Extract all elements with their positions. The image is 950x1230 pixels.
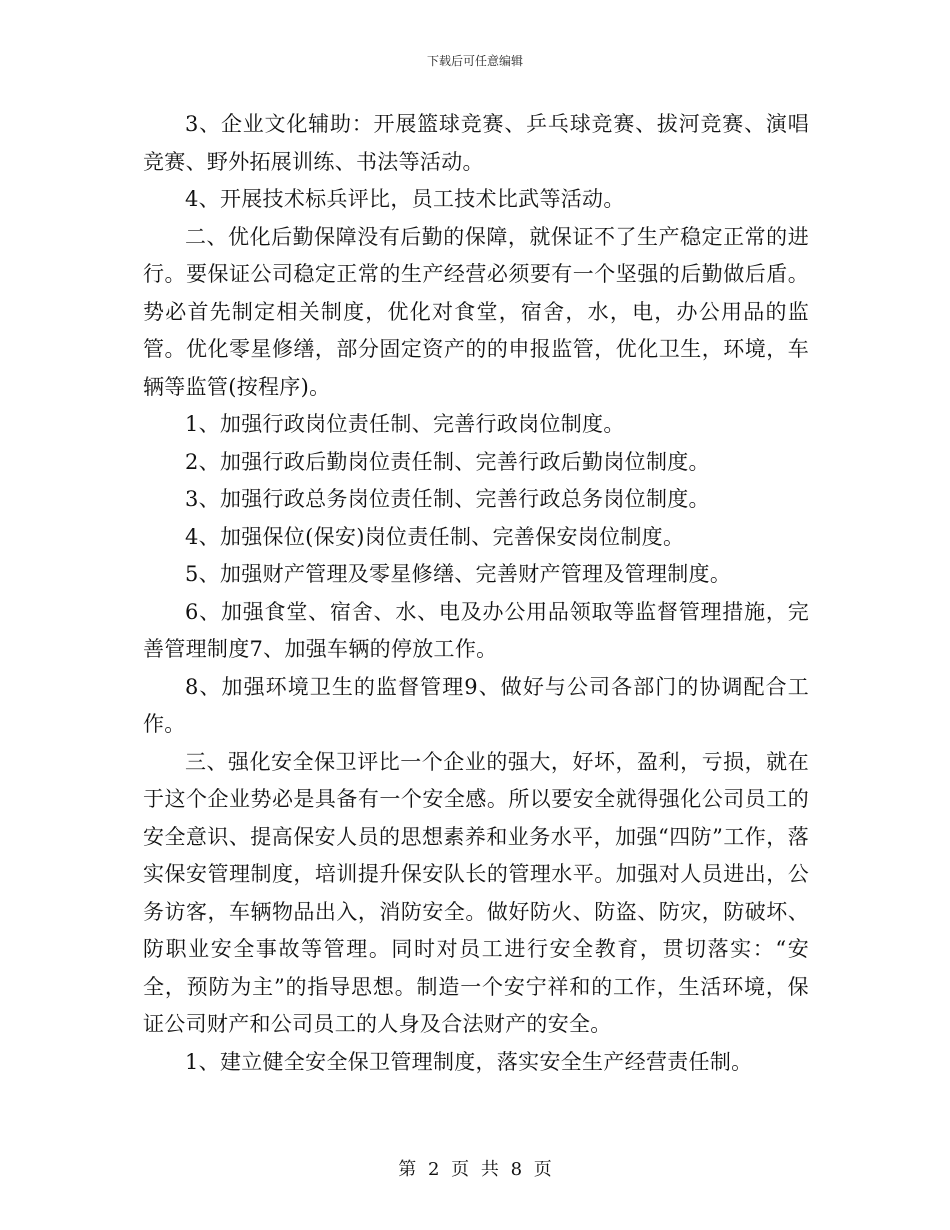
paragraph: 8、加强环境卫生的监督管理9、做好与公司各部门的协调配合工作。 xyxy=(143,674,809,736)
paragraph: 4、开展技术标兵评比，员工技术比武等活动。 xyxy=(185,187,625,211)
document-body xyxy=(143,106,809,1081)
paragraph: 1、加强行政岗位责任制、完善行政岗位制度。 xyxy=(185,412,625,436)
paragraph: 5、加强财产管理及零星修缮、完善财产管理及管理制度。 xyxy=(185,562,732,586)
paragraph: 三、强化安全保卫评比一个企业的强大，好坏，盈利，亏损，就在于这个企业势必是具备有一个安全感。所以要安全就得强化公司员工的安全意识、提高保安人员的思想素养和业务水平，加强“四防”工作，落实保安管理制度，培训提升保安队长的管理水平。加强对人员进出，公务访客，车辆物品出入，消防安全。做好防火、防盗、防灾，防破坏、防职业安全事故等管理。同时对员工进行安全教育，贯切落实：“安全，预防为主”的指导思想。制造一个安宁祥和的工作，生活环境，保证公司财产和公司员工的人身及合法财产的安全。 xyxy=(143,749,809,1036)
paragraph: 二、优化后勤保障没有后勤的保障，就保证不了生产稳定正常的进行。要保证公司稳定正常的生产经营必须要有一个坚强的后勤做后盾。势必首先制定相关制度，优化对食堂，宿舍，水，电，办公用品的监管。优化零星修缮，部分固定资产的的申报监管，优化卫生，环境，车辆等监管(按程序)。 xyxy=(143,224,809,399)
paragraph: 1、建立健全安全保卫管理制度，落实安全生产经营责任制。 xyxy=(185,1049,753,1074)
paragraph: 3、企业文化辅助：开展篮球竞赛、乒乓球竞赛、拔河竞赛、演唱竞赛、野外拓展训练、书法等活动。 xyxy=(143,112,809,174)
paragraph: 2、加强行政后勤岗位责任制、完善行政后勤岗位制度。 xyxy=(185,449,710,474)
paragraph: 3、加强行政总务岗位责任制、完善行政总务岗位制度。 xyxy=(185,487,710,511)
page-footer: 第 2 页 共 8 页 xyxy=(398,1159,552,1180)
page-header: 下载后可任意编辑 xyxy=(426,54,523,68)
paragraph: 4、加强保位(保安)岗位责任制、完善保安岗位制度。 xyxy=(185,524,685,549)
paragraph: 6、加强食堂、宿舍、水、电及办公用品领取等监督管理措施，完善管理制度7、加强车辆的停放工作。 xyxy=(143,599,809,661)
